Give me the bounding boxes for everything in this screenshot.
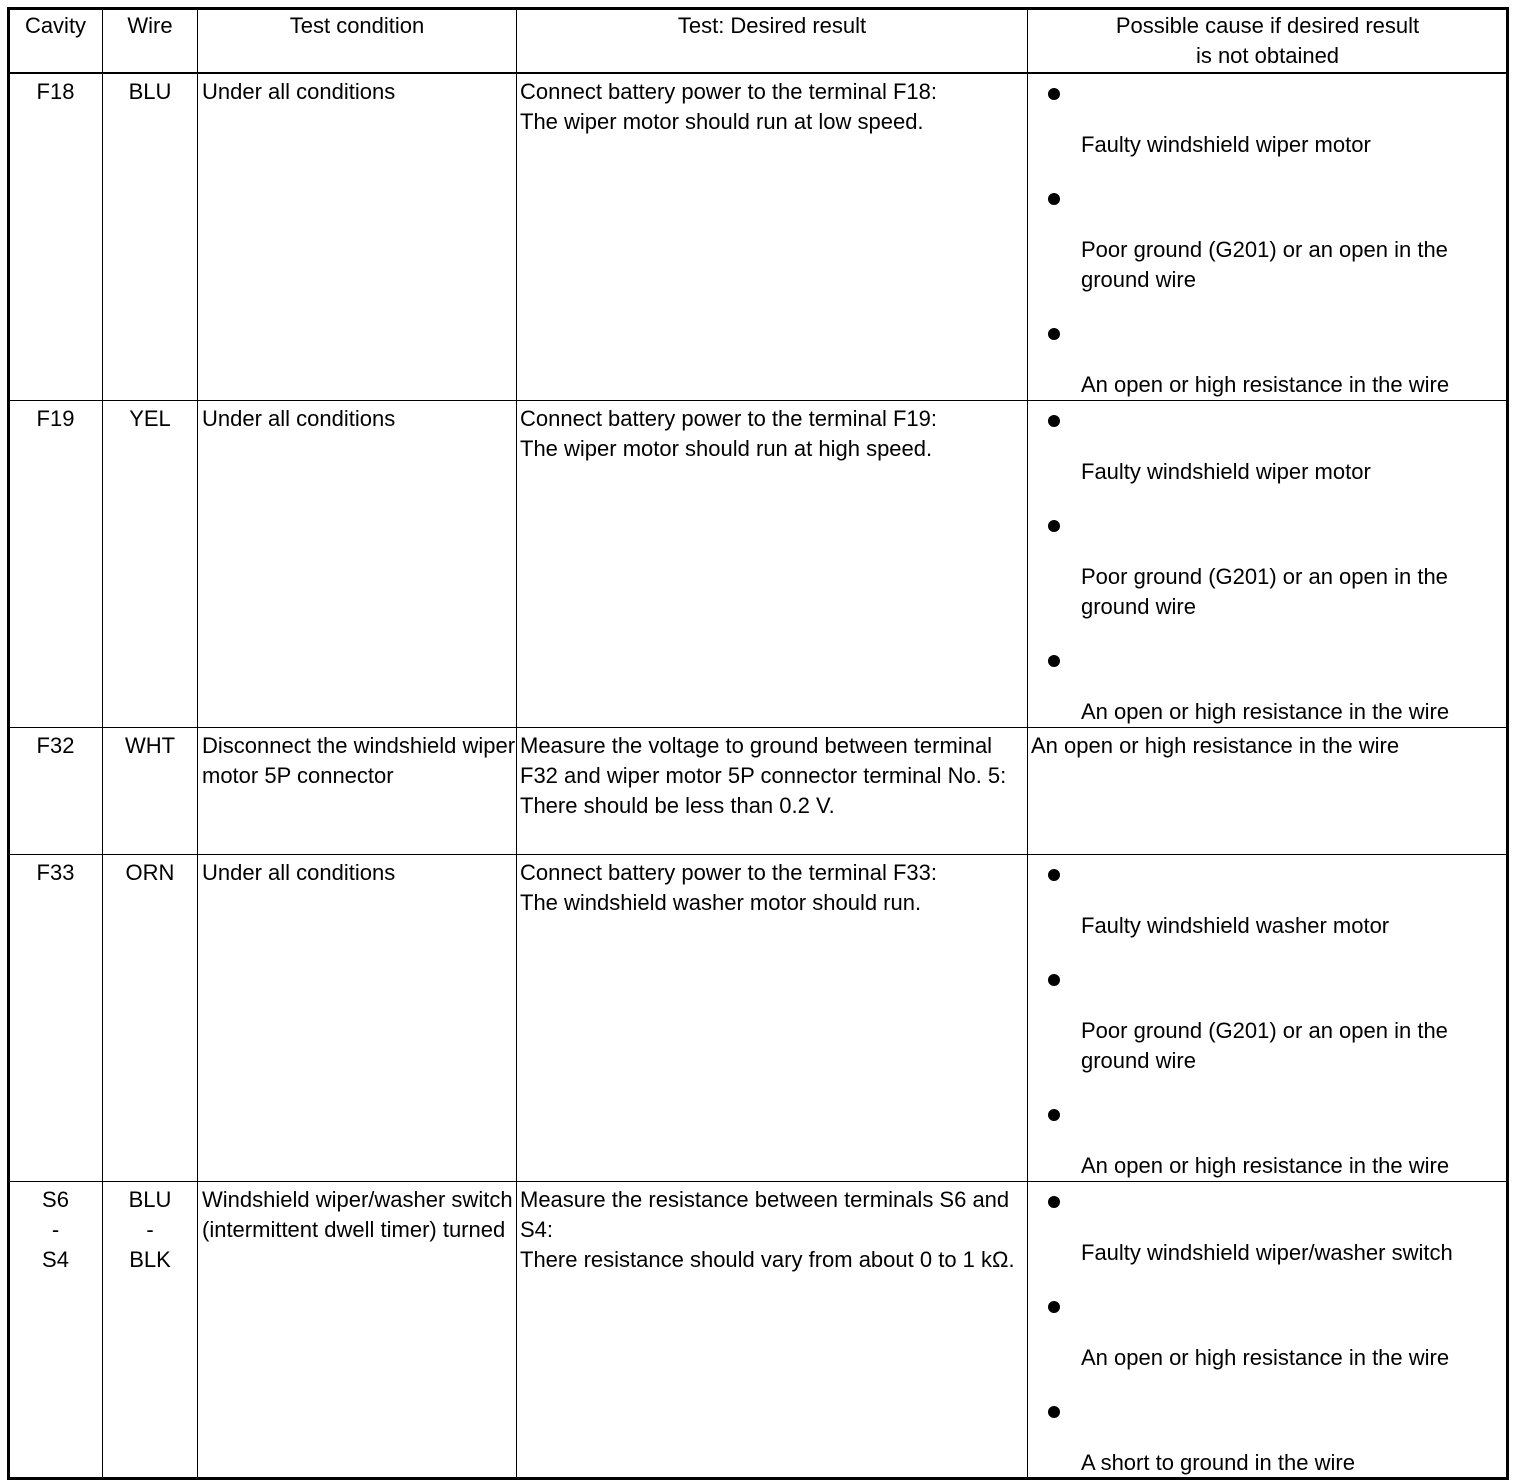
result-line: The windshield washer motor should run. — [520, 890, 922, 915]
cavity-value: F18 — [36, 79, 75, 104]
cavity-value: F19 — [36, 406, 75, 431]
bullet-icon — [1048, 415, 1060, 427]
result-line: Measure the resistance between terminals S6 and S4: — [520, 1187, 1010, 1242]
cause-item: A short to ground in the wire — [1081, 1450, 1355, 1475]
cause-item: Poor ground (G201) or an open in the ground wire — [1081, 1018, 1448, 1073]
condition-cell: Under all conditions — [197, 74, 520, 400]
bullet-icon — [1048, 88, 1060, 100]
condition-cell: Windshield wiper/washer switch (intermittent dwell timer) turned — [197, 1182, 520, 1477]
table-row — [10, 74, 1506, 401]
condition-cell: Disconnect the windshield wiper motor 5P connector — [197, 728, 520, 854]
result-cell — [516, 855, 1030, 1181]
result-cell — [516, 728, 1030, 854]
table-row — [10, 728, 1506, 855]
wire-separator: - — [146, 1217, 154, 1242]
result-line: Connect battery power to the terminal F19: — [520, 406, 937, 431]
header-cause-line1: Possible cause if desired result — [1115, 13, 1420, 38]
bullet-icon — [1048, 1109, 1060, 1121]
cause-item: An open or high resistance in the wire — [1081, 1153, 1450, 1178]
result-cell — [516, 401, 1030, 727]
result-cell — [516, 1182, 1030, 1477]
cause-item: Faulty windshield washer motor — [1081, 913, 1390, 938]
bullet-icon — [1048, 655, 1060, 667]
cause-cell — [1027, 1182, 1507, 1477]
result-line: Connect battery power to the terminal F33: — [520, 860, 937, 885]
cavity-value: S6 — [42, 1187, 69, 1212]
result-cell — [516, 74, 1030, 400]
wire-cell — [102, 855, 197, 1181]
bullet-icon — [1048, 328, 1060, 340]
cavity-cell — [10, 855, 101, 1181]
cavity-value: S4 — [42, 1247, 69, 1272]
wire-value: ORN — [125, 860, 175, 885]
cause-item: Poor ground (G201) or an open in the ground wire — [1081, 564, 1448, 619]
bullet-icon — [1048, 869, 1060, 881]
header-test-condition: Test condition — [197, 10, 516, 72]
cavity-cell — [10, 74, 101, 400]
cause-item: An open or high resistance in the wire — [1081, 699, 1450, 724]
bullet-icon — [1048, 1406, 1060, 1418]
cavity-cell — [10, 1182, 101, 1477]
cause-item: Poor ground (G201) or an open in the ground wire — [1081, 237, 1448, 292]
wire-value: BLU — [128, 79, 172, 104]
header-cause-line2: is not obtained — [1195, 43, 1340, 68]
cause-item: An open or high resistance in the wire — [1081, 1345, 1450, 1370]
header-possible-cause — [1027, 10, 1507, 72]
result-line: Measure the voltage to ground between terminal F32 and wiper motor 5P connector terminal No. 5: There should be less than 0.2 V. — [520, 733, 1007, 818]
cause-item: Faulty windshield wiper/washer switch — [1081, 1240, 1453, 1265]
cause-cell — [1027, 401, 1507, 727]
wire-value: BLK — [129, 1247, 171, 1272]
cause-cell — [1027, 855, 1507, 1181]
cause-item: Faulty windshield wiper motor — [1081, 132, 1371, 157]
wire-cell — [102, 74, 197, 400]
cause-cell — [1027, 74, 1507, 400]
wire-cell — [102, 728, 197, 854]
wire-cell — [102, 1182, 197, 1477]
table-row — [10, 401, 1506, 728]
table-row — [10, 1182, 1506, 1477]
wire-value: WHT — [124, 733, 176, 758]
result-line: There resistance should vary from about 0 to 1 kΩ. — [520, 1247, 1015, 1272]
table-header — [10, 10, 1506, 74]
result-line: Connect battery power to the terminal F18: — [520, 79, 937, 104]
cavity-cell — [10, 728, 101, 854]
table-row — [10, 855, 1506, 1182]
cause-cell: An open or high resistance in the wire — [1027, 728, 1510, 854]
condition-cell: Under all conditions — [197, 401, 520, 727]
header-desired-result: Test: Desired result — [516, 10, 1027, 72]
bullet-icon — [1048, 520, 1060, 532]
header-cavity: Cavity — [24, 13, 87, 38]
bullet-icon — [1048, 193, 1060, 205]
cavity-cell — [10, 401, 101, 727]
wire-value: YEL — [129, 406, 171, 431]
result-line: The wiper motor should run at high speed. — [520, 436, 933, 461]
cavity-separator: - — [51, 1217, 60, 1242]
header-wire: Wire — [102, 10, 197, 72]
cause-item: Faulty windshield wiper motor — [1081, 459, 1371, 484]
bullet-icon — [1048, 1196, 1060, 1208]
condition-cell: Under all conditions — [197, 855, 520, 1181]
cause-item: An open or high resistance in the wire — [1081, 372, 1450, 397]
bullet-icon — [1048, 974, 1060, 986]
test-table — [7, 7, 1509, 1480]
wire-cell — [102, 401, 197, 727]
bullet-icon — [1048, 1301, 1060, 1313]
cavity-value: F32 — [36, 733, 75, 758]
cavity-value: F33 — [36, 860, 75, 885]
wire-value: BLU — [128, 1187, 172, 1212]
result-line: The wiper motor should run at low speed. — [520, 109, 924, 134]
